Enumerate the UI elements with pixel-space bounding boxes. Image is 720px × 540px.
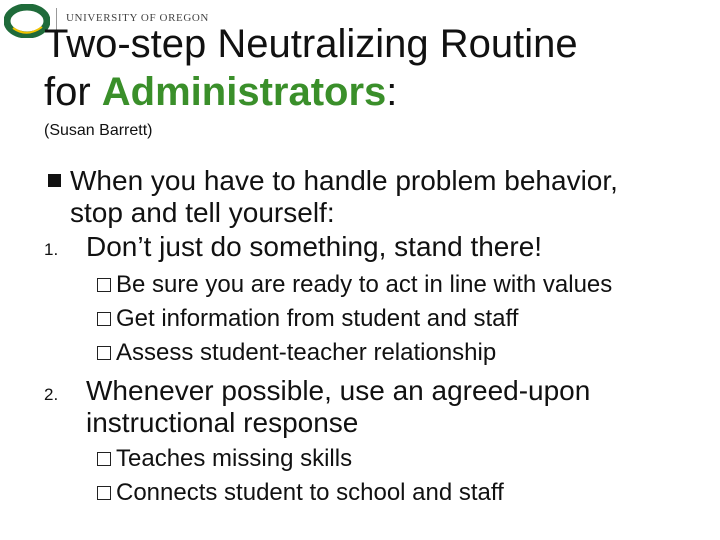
title-accent: Administrators — [101, 70, 387, 114]
checkbox-bullet-icon — [97, 278, 111, 292]
logo-text: UNIVERSITY OF OREGON — [66, 12, 209, 24]
step-2-line-2: instructional response — [86, 407, 359, 438]
checkbox-bullet-icon — [97, 346, 111, 360]
slide-subtitle: (Susan Barrett) — [44, 122, 153, 139]
step-1-subpoint-3: Assess student-teacher relationship — [116, 339, 497, 366]
title-suffix: : — [386, 70, 398, 114]
title-line-1: Two-step Neutralizing Routine — [44, 22, 578, 66]
intro-line-1: When you have to handle problem behavior, — [70, 165, 618, 196]
checkbox-bullet-icon — [97, 486, 111, 500]
intro-line-2: stop and tell yourself: — [70, 197, 335, 228]
step-number-2: 2. — [44, 385, 59, 404]
checkbox-bullet-icon — [97, 452, 111, 466]
title-prefix: for — [44, 70, 102, 114]
step-2-subpoint-1: Teaches missing skills — [116, 445, 353, 472]
step-2-subpoint-2: Connects student to school and staff — [116, 479, 504, 506]
square-bullet-icon — [48, 174, 61, 187]
checkbox-bullet-icon — [97, 312, 111, 326]
title-line-2 — [44, 68, 578, 116]
step-2-line-1: Whenever possible, use an agreed-upon — [86, 375, 591, 406]
slide-title — [44, 20, 578, 116]
step-1-subpoint-2: Get information from student and staff — [116, 305, 519, 332]
step-1-subpoint-1: Be sure you are ready to act in line with values — [116, 271, 613, 298]
step-1-text: Don’t just do something, stand there! — [86, 231, 543, 262]
step-number-1: 1. — [44, 240, 59, 259]
